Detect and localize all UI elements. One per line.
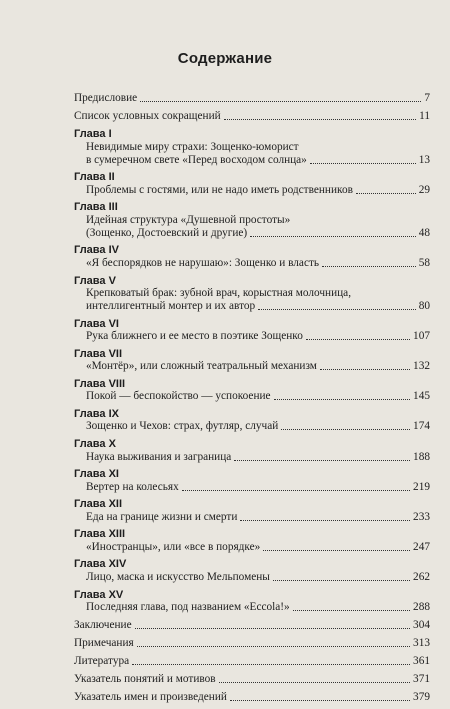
entry-line [74,655,430,668]
entry-line [74,360,430,373]
entry-line [74,571,430,584]
dot-leader [182,490,410,491]
dot-leader [137,646,410,647]
page-number: 361 [413,654,430,667]
entry-title: Крепковатый брак: зубной врач, корыстная молочница, [86,287,352,300]
dot-leader [320,369,410,370]
toc-entry[interactable] [74,691,430,704]
table-of-contents [74,92,430,709]
entry-line [74,300,430,313]
entry-line [74,257,430,270]
chapter-label: Глава XIV [74,558,127,571]
toc-entry[interactable] [74,637,430,650]
dot-leader [263,550,410,551]
dot-leader [274,399,410,400]
toc-entry[interactable] [74,92,430,105]
entry-title: «Монтёр», или сложный театральный механизм [86,360,317,373]
dot-leader [281,429,410,430]
entry-line [74,154,430,167]
page-number: 304 [413,618,430,631]
dot-leader [356,193,416,194]
entry-line [74,110,430,123]
toc-entry[interactable] [74,275,430,314]
page-number: 174 [413,420,430,433]
dot-leader [258,309,416,310]
entry-title: Вертер на колесьях [86,480,179,493]
chapter-label: Глава V [74,274,116,287]
entry-line [74,330,430,343]
entry-title: Список условных сокращений [74,110,221,123]
toc-entry[interactable] [74,673,430,686]
entry-line [74,420,430,433]
page-number: 313 [413,636,430,649]
entry-title: Последняя глава, под названием «Eccola!» [86,601,290,613]
page-number: 13 [418,153,430,166]
entry-line [74,511,430,524]
page-number: 7 [424,92,430,104]
page-number: 188 [413,450,430,463]
toc-entry[interactable] [74,589,430,615]
entry-line [74,541,430,554]
toc-entry[interactable] [74,655,430,668]
dot-leader [140,101,421,102]
page-number: 145 [413,390,430,403]
chapter-label: Глава IX [74,407,119,420]
entry-title: Заключение [74,618,132,631]
entry-line [74,601,430,614]
chapter-label: Глава X [74,438,116,451]
toc-entry[interactable] [74,438,430,464]
entry-title: Невидимые миру страхи: Зощенко-юморист [86,140,299,153]
dot-leader [219,682,410,683]
entry-line [74,214,430,227]
toc-entry[interactable] [74,408,430,434]
entry-title: (Зощенко, Достоевский и другие) [86,226,248,239]
page-number: 219 [413,480,430,493]
entry-line [74,227,430,240]
chapter-label: Глава I [74,128,112,141]
entry-title: Наука выживания и заграница [86,450,232,463]
entry-line [74,451,430,464]
entry-title: в сумеречном свете «Перед восходом солнца» [86,153,307,166]
dot-leader [234,460,410,461]
chapter-label: Глава XII [74,498,123,511]
entry-title: Примечания [74,636,134,649]
page-number: 132 [413,360,430,373]
chapter-label: Глава II [74,171,115,184]
toc-entry[interactable] [74,498,430,524]
chapter-label: Глава XIII [74,528,126,541]
toc-entry[interactable] [74,528,430,554]
page-number: 247 [413,540,430,553]
page-number: 233 [413,510,430,523]
page-number: 371 [413,672,430,685]
entry-line [74,390,430,403]
entry-line [74,673,430,686]
entry-title: Рука ближнего и ее место в поэтике Зощенко [86,330,303,343]
entry-title: Литература [74,654,130,667]
page-number: 80 [418,300,430,313]
chapter-label: Глава VI [74,317,119,330]
chapter-label: Глава XI [74,468,119,481]
page-number: 262 [413,570,430,583]
page-number: 11 [419,110,430,123]
page-number: 48 [418,226,430,239]
toc-entry[interactable] [74,318,430,344]
entry-title: «Иностранцы», или «все в порядке» [86,540,261,553]
entry-line [74,619,430,632]
toc-entry[interactable] [74,558,430,584]
dot-leader [273,580,410,581]
dot-leader [224,119,416,120]
dot-leader [322,266,416,267]
page-number: 29 [418,183,430,196]
toc-entry[interactable] [74,468,430,494]
dot-leader [310,163,416,164]
entry-title: Покой — беспокойство — успокоение [86,390,271,403]
entry-title: Еда на границе жизни и смерти [86,510,238,523]
dot-leader [230,700,410,701]
entry-title: Проблемы с гостями, или не надо иметь родственников [86,183,353,196]
entry-title: Зощенко и Чехов: страх, футляр, случай [86,420,279,433]
page-number: 288 [413,601,430,613]
page-number: 58 [418,256,430,269]
toc-entry[interactable] [74,110,430,123]
dot-leader [135,628,410,629]
entry-title: Идейная структура «Душевной простоты» [86,213,291,226]
toc-entry[interactable] [74,171,430,197]
entry-title: Лицо, маска и искусство Мельпомены [86,570,270,583]
page-number: 107 [413,330,430,343]
dot-leader [240,520,410,521]
entry-line [74,92,430,105]
entry-line [74,481,430,494]
entry-line [74,287,430,300]
dot-leader [293,610,410,611]
entry-title: «Я беспорядков не нарушаю»: Зощенко и власть [86,256,320,269]
chapter-label: Глава III [74,201,118,214]
dot-leader [306,339,410,340]
entry-title: интеллигентный монтер и их автор [86,300,256,313]
toc-entry[interactable] [74,244,430,270]
page-number: 379 [413,690,430,703]
dot-leader [250,236,416,237]
dot-leader [132,664,410,665]
chapter-label: Глава VII [74,347,123,360]
entry-line [74,141,430,154]
entry-line [74,184,430,197]
chapter-label: Глава XV [74,588,124,601]
toc-entry[interactable] [74,378,430,404]
chapter-label: Глава IV [74,244,119,257]
toc-entry[interactable] [74,619,430,632]
entry-title: Указатель имен и произведений [74,690,227,703]
entry-line [74,691,430,704]
chapter-label: Глава VIII [74,377,126,390]
entry-line [74,637,430,650]
entry-title: Предисловие [74,92,138,104]
entry-title: Указатель понятий и мотивов [74,672,216,685]
toc-entry[interactable] [74,128,430,167]
page-title: Содержание [177,50,273,67]
toc-entry[interactable] [74,348,430,374]
toc-entry[interactable] [74,201,430,240]
